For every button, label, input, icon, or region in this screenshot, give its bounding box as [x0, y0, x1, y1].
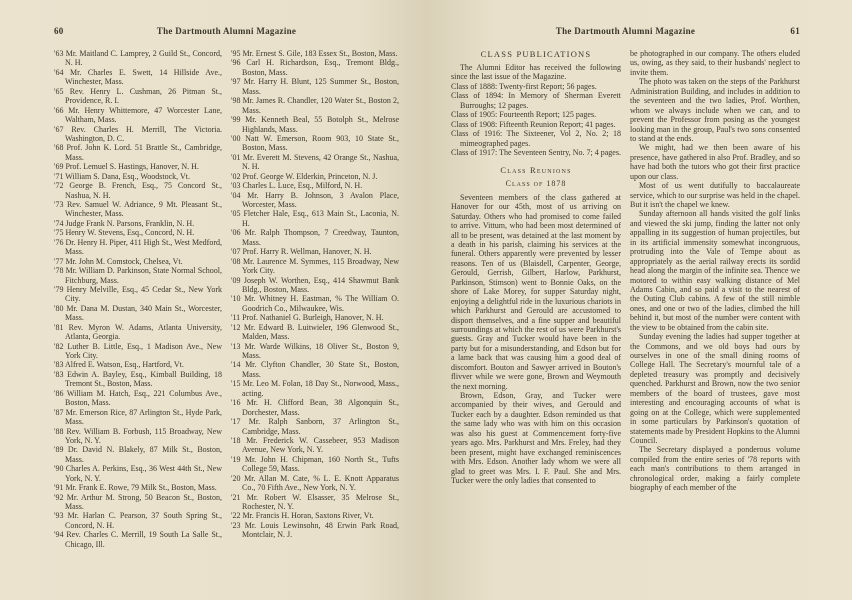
directory-entry: '12 Mr. Edward B. Luitwieler, 196 Glenwood St., Malden, Mass.	[231, 322, 399, 342]
directory-entry: '11 Prof. Nathaniel G. Burleigh, Hanover, N. H.	[231, 313, 384, 323]
directory-entry: '83 Edwin A. Bayley, Esq., Kimball Building, 18 Tremont St., Boston, Mass.	[54, 369, 222, 389]
directory-entry: '78 Mr. William D. Parkinson, State Normal School, Fitchburg, Mass.	[54, 266, 222, 285]
directory-entry: '68 Prof. John K. Lord. 51 Brattle St., Cambridge, Mass.	[54, 143, 222, 162]
paragraph: The Secretary displayed a ponderous volume compiled from the entire series of '78 reports with each man's contributions to them arranged in chronological order, making a fairly complete biography of each member of the	[630, 445, 800, 493]
page-number-right: 61	[790, 26, 800, 36]
directory-entry: '14 Mr. Clyfton Chandler, 30 State St., Boston, Mass.	[231, 360, 399, 379]
directory-entry: '90 Charles A. Perkins, Esq., 36 West 44th St., New York, N. Y.	[54, 464, 222, 483]
directory-entry: '67 Rev. Charles H. Merrill, The Victoria. Washington, D. C.	[54, 124, 222, 143]
paragraph: Brown, Edson, Gray, and Tucker were accompanied by their wives, and Gerould and Tucker each by a daughter. Edson reminded us that the same lady who was with him on this occasion was also his guest at Commencement forty-five years ago. Mrs. Parkhurst and Mrs. Freley, had they been present, might have exchanged reminiscences with Mrs. Edson. Another lady whom we were all glad to greet was Mrs. I. F. Paul. She and Mrs. Tucker were the only ladies that consented to	[451, 391, 621, 485]
directory-entry: '79 Henry Melville, Esq., 45 Cedar St., New York City.	[54, 284, 222, 304]
directory-entry: '81 Rev. Myron W. Adams, Atlanta University, Atlanta, Georgia.	[54, 322, 222, 342]
article-column-2	[630, 49, 800, 493]
section-heading: CLASS PUBLICATIONS	[480, 49, 592, 59]
directory-entry: '17 Mr. Ralph Sanborn, 37 Arlington St., Cambridge, Mass.	[231, 417, 399, 436]
publication-item: Class of 1908: Fifteenth Reunion Report; 41 pages.	[451, 119, 616, 129]
directory-entry: '76 Dr. Henry H. Piper, 411 High St., West Medford, Mass.	[54, 237, 222, 257]
directory-entry: '21 Mr. Robert W. Elsasser, 35 Melrose St., Rochester, N. Y.	[231, 492, 399, 511]
paragraph: Seventeen members of the class gathered at Hanover for our 45th, most of us arriving on Saturday. Others who had promised to come failed to arrive. Vittum, who had been most determined of all to be present, was detained at the last moment by a death in his parish, claiming his services at the funeral. Others apparently were prevented by lesser reasons. Ten of us (Blaisdell, Carpenter, George, Gerould, Gerrish, Gilbert, Harlow, Parkhurst, Parkinson, Stimson) went to Bonnie Oaks, on the shore of Lake Morey, for supper Saturday night, enjoying a delightful ride in the luxurious chariots in which Parkhurst and Gerould are accustomed to disport themselves, and a fine supper and beautiful surroundings at which the rest of us were Parkhurst's guests. Gray and Tucker would have been in the party but for a misunderstanding, and Edson but for a lame back that was causing him a good deal of discomfort. Bouton and Sawyer arrived in Bouton's flivver while we were gone, Brown and Weymouth the next morning.	[451, 192, 621, 391]
page-number-left: 60	[54, 26, 64, 36]
directory-entry: '07 Prof. Harry R. Wellman, Hanover, N. H.	[231, 247, 372, 257]
directory-entry: '77 Mr. John M. Comstock, Chelsea, Vt.	[54, 256, 183, 266]
directory-entry: '74 Judge Frank N. Parsons, Franklin, N. H.	[54, 218, 195, 228]
directory-entry: '66 Mr. Henry Whittemore, 47 Worcester Lane, Waltham, Mass.	[54, 105, 222, 125]
directory-entry: '04 Mr. Harry B. Johnson, 3 Avalon Place, Worcester, Mass.	[231, 190, 399, 209]
section-heading: Class Reunions	[500, 165, 572, 176]
directory-entry: '00 Natt W. Emerson, Room 903, 10 State St., Boston, Mass.	[231, 133, 399, 153]
publication-item: Class of 1916: The Sixteener, Vol 2, No. 2; 18 mimeographed pages.	[451, 129, 621, 148]
directory-entry: '15 Mr. Leo M. Folan, 18 Day St., Norwood, Mass., acting.	[231, 379, 399, 398]
subsection-heading: Class of 1878	[505, 179, 567, 189]
directory-entry: '92 Mr. Arthur M. Strong, 50 Beacon St., Boston, Mass.	[54, 492, 222, 511]
paragraph: Most of us went dutifully to baccalaureate service, which to our surprise was held in the chapel. But it isn't the chapel we knew.	[630, 181, 800, 209]
publication-item: Class of 1888: Twenty-first Report; 56 pages.	[451, 81, 597, 91]
directory-entry: '88 Rev. William B. Forbush, 115 Broadway, New York, N. Y.	[54, 426, 222, 445]
directory-entry: '16 Mr. H. Clifford Bean, 38 Algonquin St., Dorchester, Mass.	[231, 398, 399, 417]
publication-item: Class of 1894: In Memory of Sherman Everett Burroughs; 12 pages.	[451, 91, 621, 110]
directory-entry: '23 Mr. Louis Lewinsohn, 48 Erwin Park Road, Montclair, N. J.	[231, 520, 399, 540]
paragraph: The photo was taken on the steps of the Parkhurst Administration Building, and includes in addition to the seventeen and the two ladies, Prof. Worthen, whom we always include when we can, and to prevent the Professor from posing as the youngest looking man in the group, Paul's two sons consented to stand at the ends.	[630, 77, 800, 143]
directory-entry: '95 Mr. Ernest S. Gile, 183 Essex St., Boston, Mass.	[231, 49, 398, 58]
publication-item: Class of 1905: Fourteenth Report; 125 pages.	[451, 110, 597, 120]
directory-entry: '73 Rev. Samuel W. Adriance, 9 Mt. Pleasant St., Winchester, Mass.	[54, 200, 222, 219]
paragraph: Sunday afternoon all hands visited the golf links and viewed the ski jump, finding the latter not only appalling in its suggestion of human projectiles, but in its artificial immensity somewhat incongruous, protruding into the Vale of Tempe about as appropriately as the aerial railway erects its sordid head along the margin of the infinite sea. Thence we motored to within easy walking distance of Mel Adams Cabin, and so paid a visit to the nearest of the Outing Club cabins. A few of the still nimble ones, and one or two of the ladies, climbed the hill behind it, but most of the number were content with the view to be obtained from the cabin site.	[630, 209, 800, 332]
paragraph: Sunday evening the ladies had supper together at the Commons, and we old boys had ours by ourselves in one of the small dining rooms of College Hall. The Secretary's mournful tale of a depleted treasury was promptly and decisively quenched. Parkhurst and Brown, now the two senior members of the board of trustees, gave most interesting and encouraging accounts of what is going on at the College, which were supplemented in some particulars by Parkinson's quotation of statements made by President Hopkins to the Alumni Council.	[630, 332, 800, 445]
publication-item: Class of 1917: The Seventeen Sentry, No. 7; 4 pages.	[451, 147, 621, 157]
directory-column-1	[54, 49, 222, 549]
directory-entry: '80 Mr. Dana M. Dustan, 340 Main St., Worcester, Mass.	[54, 303, 222, 323]
directory-entry: '96 Carl H. Richardson, Esq., Tremont Bldg., Boston, Mass.	[231, 58, 399, 77]
directory-entry: '19 Mr. John H. Chipman, 160 North St., Tufts College 59, Mass.	[231, 454, 399, 474]
directory-entry: '91 Mr. Frank E. Rowe, 79 Milk St., Boston, Mass.	[54, 483, 217, 493]
directory-entry: '64 Mr. Charles E. Swett, 14 Hillside Ave., Winchester, Mass.	[54, 67, 222, 87]
directory-entry: '63 Mr. Maitland C. Lamprey, 2 Guild St., Concord, N. H.	[54, 49, 222, 68]
page-61	[426, 0, 852, 600]
directory-entry: '13 Mr. Warde Wilkins, 18 Oliver St., Boston 9, Mass.	[231, 341, 399, 360]
directory-entry: '97 Mr. Harry H. Blunt, 125 Summer St., Boston, Mass.	[231, 77, 399, 96]
directory-columns	[54, 49, 399, 549]
directory-entry: '72 George B. French, Esq., 75 Concord St., Nashua, N. H.	[54, 181, 222, 200]
directory-entry: '75 Henry W. Stevens, Esq., Concord, N. H.	[54, 228, 195, 238]
directory-entry: '83 Alfred E. Watson, Esq., Hartford, Vt.	[54, 360, 184, 370]
directory-entry: '87 Mr. Emerson Rice, 87 Arlington St., Hyde Park, Mass.	[54, 407, 222, 427]
directory-entry: '98 Mr. James R. Chandler, 120 Water St., Boston 2, Mass.	[231, 96, 399, 115]
directory-entry: '94 Rev. Charles C. Merrill, 19 South La Salle St., Chicago, Ill.	[54, 530, 222, 549]
directory-entry: '93 Mr. Harlan C. Pearson, 37 South Spring St., Concord, N. H.	[54, 511, 222, 530]
directory-entry: '22 Mr. Francis H. Horan, Saxtons River, Vt.	[231, 511, 374, 521]
directory-entry: '86 William M. Hatch, Esq., 221 Columbus Ave., Boston, Mass.	[54, 388, 222, 408]
page-header-left	[54, 26, 399, 36]
paragraph-continuation: be photographed in our company. The others eluded us, owing, as they said, to their husbands' neglect to invite them.	[630, 49, 800, 77]
directory-entry: '03 Charles L. Luce, Esq., Milford, N. H.	[231, 181, 363, 191]
directory-entry: '99 Mr. Kenneth Beal, 55 Botolph St., Melrose Highlands, Mass.	[231, 115, 399, 134]
magazine-title-left: The Dartmouth Alumni Magazine	[156, 26, 297, 36]
directory-entry: '01 Mr. Everett M. Stevens, 42 Orange St., Nashua, N. H.	[231, 152, 399, 172]
directory-entry: '65 Rev. Henry L. Cushman, 26 Pitman St., Providence, R. I.	[54, 86, 222, 106]
directory-entry: '71 William S. Dana, Esq., Woodstock, Vt.	[54, 171, 191, 181]
directory-entry: '10 Mr. Whitney H. Eastman, % The William O. Goodrich Co., Milwaukee, Wis.	[231, 294, 399, 313]
directory-entry: '82 Luther B. Little, Esq., 1 Madison Ave., New York City.	[54, 341, 222, 360]
directory-entry: '08 Mr. Laurence M. Symmes, 115 Broadway, New York City.	[231, 256, 399, 276]
directory-entry: '18 Mr. Frederick W. Cassebeer, 953 Madison Avenue, New York, N. Y.	[231, 435, 399, 455]
directory-entry: '06 Mr. Ralph Thompson, 7 Creedway, Taunton, Mass.	[231, 228, 399, 247]
article-column-1	[451, 49, 621, 493]
directory-entry: '69 Prof. Lemuel S. Hastings, Hanover, N. H.	[54, 162, 199, 172]
paragraph: The Alumni Editor has received the following since the last issue of the Magazine.	[451, 63, 621, 82]
directory-entry: '05 Fletcher Hale, Esq., 613 Main St., Laconia, N. H.	[231, 209, 399, 228]
page-header-right	[451, 26, 800, 36]
directory-column-2	[231, 49, 399, 549]
directory-entry: '09 Joseph W. Worthen, Esq., 414 Shawmut Bank Bldg., Boston, Mass.	[231, 275, 399, 294]
paragraph: We might, had we then been aware of his presence, have gathered in also Prof. Bradley, and so have had both the tutors who got their first practice upon our class.	[630, 143, 800, 181]
magazine-title-right: The Dartmouth Alumni Magazine	[555, 26, 696, 36]
article-columns	[451, 49, 800, 493]
directory-entry: '20 Mr. Allan M. Cate, % L. E. Knott Apparatus Co., 70 Fifth Ave., New York, N. Y.	[231, 473, 399, 493]
directory-entry: '02 Prof. George W. Elderkin, Princeton, N. J.	[231, 171, 378, 181]
directory-entry: '89 Dr. David N. Blakely, 87 Milk St., Boston, Mass.	[54, 445, 222, 464]
